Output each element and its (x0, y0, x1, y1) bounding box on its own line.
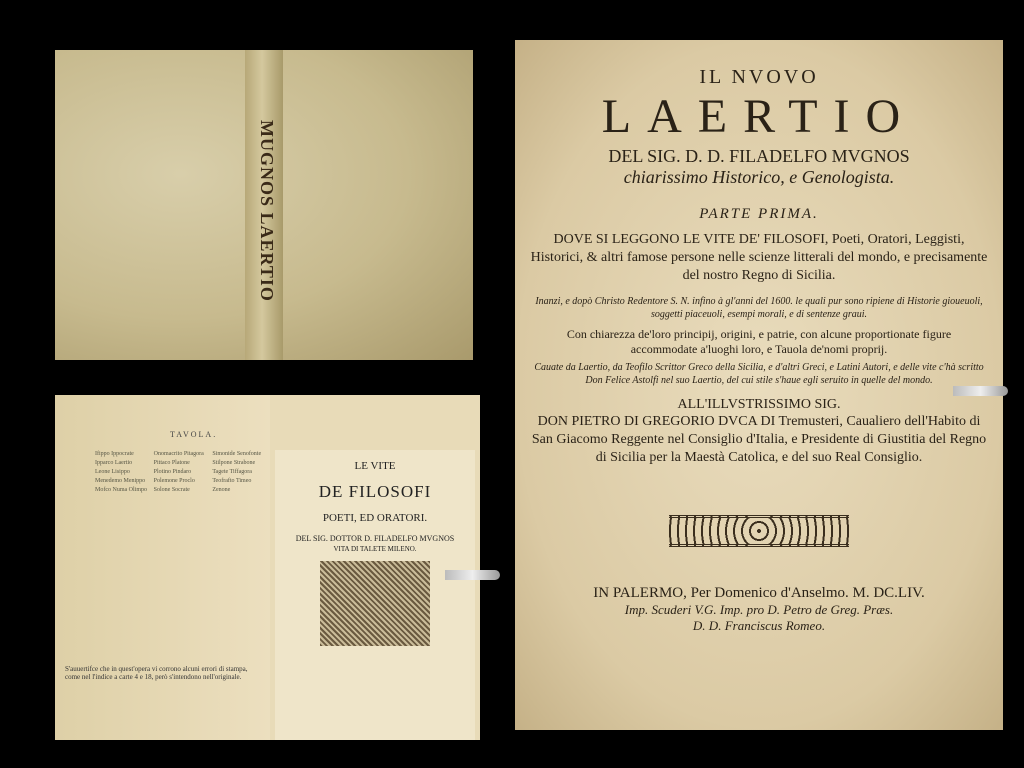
pointer-tab-icon (445, 570, 500, 580)
index-heading: TAVOLA. (170, 430, 218, 439)
errata-note: S'auuertifce che in quest'opera vi corrono alcuni errori di stampa, come nel l'indice a carte 4 e 18, però s'intendono nell'originale. (65, 665, 248, 681)
part-heading: PARTE PRIMA. (699, 206, 819, 222)
lives-title-1: LE VITE (354, 460, 396, 472)
dedication-block: DON PIETRO DI GREGORIO DVCA DI Tremusteri, Caualiero dell'Habito di San Giacomo Reggente nel Consiglio d'Italia, e Presidente di Giustitia del Regno di Sicilia per la Maestà Catolica, e del suo Real Consiglio. (531, 414, 987, 465)
lives-author: DEL SIG. DOTTOR D. FILADELFO MVGNOS (295, 534, 455, 543)
lives-page (275, 450, 475, 740)
pointer-tab-icon (953, 386, 1008, 396)
clarity-block: Con chiarezza de'loro principij, origini, e patrie, con alcune proportionate figure accommodate a'luoghi loro, e Tauola de'nomi proprij. (566, 327, 952, 356)
title-page-photo (515, 40, 1003, 730)
imprimatur-line: Imp. Scuderi V.G. Imp. pro D. Petro de Greg. Præs. (624, 602, 894, 617)
index-page (55, 395, 270, 740)
title-main: LAERTIO (601, 90, 917, 143)
closed-book-photo (55, 50, 473, 360)
woodcut-illustration (320, 561, 430, 646)
timespan-block: Inanzi, e dopò Christo Redentore S. N. infino à gl'anni del 1600. le quali pur sono ripiene di Historie gioueuoli, soggetti piaceuoli, esempi morali, e di sentenze graui. (535, 296, 983, 320)
lives-subtitle: VITA DI TALETE MILENO. (333, 545, 417, 553)
sources-block: Cauate da Laertio, da Teofilo Scrittor Greco della Sicilia, e d'altri Greci, e Latini Autori, e delle vite c'hà scritto Don Felice Astolfi nel suo Laertio, del cui stile s'haue egli seruito in quelle del mondo. (534, 362, 984, 386)
author-descriptor: chiarissimo Historico, e Genologista. (623, 167, 895, 187)
lives-title-3: POETI, ED ORATORI. (322, 512, 428, 524)
author-line: DEL SIG. D. D. FILADELFO MVGNOS (608, 146, 910, 166)
index-entries: Ifippo Ippocrate Ipparco Laertio Leone Lisippo Menedemo Menippo Mofco Numa Olimpo Onomacrito Pitagora Pittaco Platone Plotino Pindaro Polemone Proclo Solone Socrate Simonide Senofonte Stilpone Strabone Tagete Tiffagora Teofrafto Timeo Zenone (95, 451, 262, 493)
open-book-photo (55, 395, 480, 740)
printer-ornament-icon (669, 515, 849, 547)
spine-title: MUGNOS LAERTIO (257, 120, 277, 302)
dedication-heading: ALL'ILLVSTRISSIMO SIG. (677, 397, 841, 412)
imprint-line: IN PALERMO, Per Domenico d'Anselmo. M. DC.LIV. (593, 585, 925, 601)
lives-title-2: DE FILOSOFI (318, 482, 432, 501)
title-line-1: IL NVOVO (699, 66, 819, 88)
imprimatur-signature: D. D. Franciscus Romeo. (692, 618, 826, 633)
description-block: DOVE SI LEGGONO LE VITE DE' FILOSOFI, Poeti, Oratori, Leggisti, Historici, & altri famose persone nelle scienze litterali del mondo, e precisamente del nostro Regno di Sicilia. (530, 232, 988, 283)
